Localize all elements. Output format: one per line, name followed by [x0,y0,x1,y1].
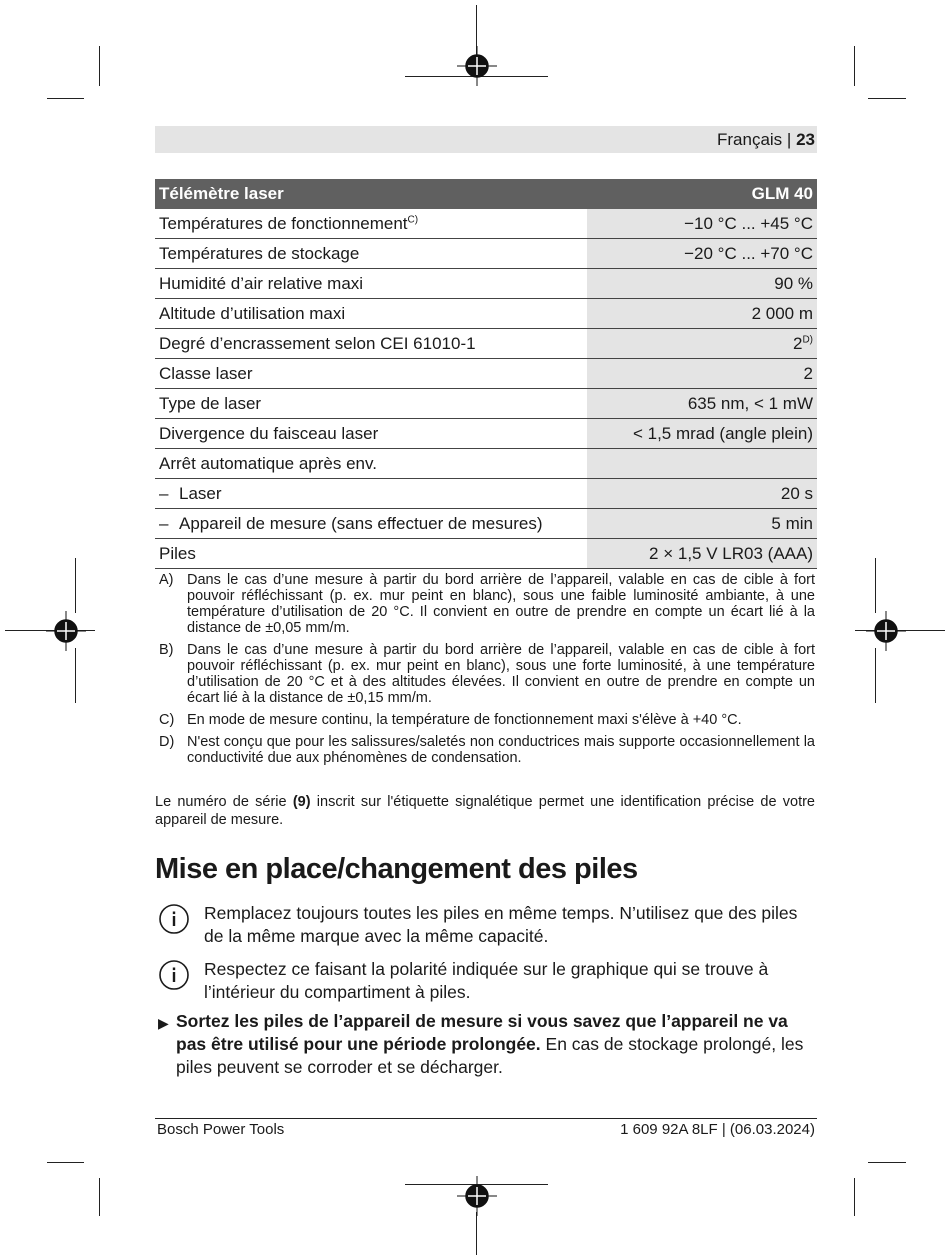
dash-marker: – [159,513,169,533]
instruction-text [176,1010,818,1079]
spec-label-text: Type de laser [159,393,262,413]
serial-text-before: Le numéro de série [155,794,293,810]
spec-value [587,449,817,479]
footnote-key: A) [159,572,174,588]
spec-label [155,539,587,569]
crop-mark [875,648,876,703]
spec-value [587,299,817,329]
spec-label-text: Appareil de mesure (sans effectuer de mesures) [179,513,543,533]
footnote-text: En mode de mesure continu, la température de fonctionnement maxi s'élève à +40 °C. [187,712,742,728]
spec-value-text: 2 000 m [751,303,813,323]
instruction-bold: Sortez les piles de l’appareil de mesure si vous savez que l’appareil ne va pas être utilisé pour une période prolongée. [176,1011,788,1054]
crop-mark [868,1162,906,1163]
crop-mark [875,558,876,613]
footnote-text: Dans le cas d’une mesure à partir du bord arrière de l’appareil, valable en cas de cible à fort pouvoir réfléchissant (p. ex. mur peint en blanc), sous une forte luminosité, à une température d’utilisation de 20 °C et à des altitudes élevées. Il convient en outre de prendre en compte un écart lié à la distance de ±0,15 mm/m. [187,642,815,706]
spec-value [587,209,817,239]
spec-value [587,359,817,389]
spec-value-text: 2 [803,363,813,383]
footer-doc-id: 1 609 92A 8LF | (06.03.2024) [620,1121,815,1138]
page-number: 23 [796,130,815,149]
info-circle-icon [158,959,190,991]
footnote [159,572,815,636]
footnotes [159,572,815,772]
footnote [159,642,815,706]
table-row [155,479,817,509]
table-row [155,509,817,539]
spec-label-text: Températures de fonctionnement [159,213,408,233]
spec-label [155,509,587,539]
spec-value [587,329,817,359]
spec-label [155,449,587,479]
spec-value [587,509,817,539]
table-row [155,269,817,299]
note-text: Respectez ce faisant la polarité indiquée sur le graphique qui se trouve à l’intérieur du compartiment à piles. [204,959,769,1002]
table-row [155,449,817,479]
spec-label-text: Degré d’encrassement selon CEI 61010-1 [159,333,476,353]
table-header-row [155,179,817,209]
table-row [155,329,817,359]
spec-value-text: 90 % [774,273,813,293]
footer-publisher: Bosch Power Tools [157,1121,285,1138]
footer-rule [155,1118,817,1119]
table-row [155,299,817,329]
instruction [158,1010,818,1079]
spec-value-text: 5 min [771,513,813,533]
spec-label-text: Classe laser [159,363,253,383]
crop-mark [75,648,76,703]
header-separator: | [786,130,792,149]
spec-value [587,239,817,269]
spec-value-text: 635 nm, < 1 mW [687,393,813,413]
spec-table [155,179,817,569]
instruction-rest: En cas de stockage prolongé, les piles peuvent se corroder et se décharger. [176,1034,804,1077]
spec-label [155,269,587,299]
spec-label [155,419,587,449]
table-row [155,209,817,239]
crop-mark [47,1162,84,1163]
note-text: Remplacez toujours toutes les piles en même temps. N’utilisez que des piles de la même marque avec la même capacité. [204,903,798,946]
spec-value [587,419,817,449]
spec-value [587,389,817,419]
footnote-ref: C) [407,213,419,225]
spec-label [155,389,587,419]
crop-mark [99,1178,100,1216]
spec-label [155,359,587,389]
spec-value-text: −10 °C ... +45 °C [684,213,813,233]
table-row [155,539,817,569]
serial-text-after: inscrit sur l'étiquette signalétique permet une identification précise de votre appareil de mesure. [155,794,815,828]
serial-paragraph [155,793,815,829]
crop-mark [47,98,84,99]
crop-mark [75,558,76,613]
crop-mark [476,1212,477,1255]
table-row [155,359,817,389]
spec-label-text: Humidité d’air relative maxi [159,273,364,293]
spec-label-text: Températures de stockage [159,243,360,263]
registration-target-icon [457,1176,497,1216]
serial-ref: (9) [292,794,311,810]
footnote-key: B) [159,642,174,658]
spec-label [155,239,587,269]
dash-marker: – [159,483,169,503]
spec-value [587,269,817,299]
table-body [155,209,817,569]
footnote-text: N'est conçu que pour les salissures/saletés non conductrices mais supporte occasionnellement la conductivité due aux phénomènes de condensation. [187,734,815,766]
crop-mark [868,98,906,99]
footnote-key: C) [159,712,175,728]
spec-value-text: −20 °C ... +70 °C [684,243,813,263]
arrow-marker-icon: ▶ [158,1015,169,1031]
spec-label [155,209,587,239]
spec-value-text: < 1,5 mrad (angle plein) [632,423,813,443]
footnote [159,734,815,766]
spec-value-text: 20 s [780,483,813,503]
header-language: Français [717,130,783,149]
spec-label-text: Altitude d’utilisation maxi [159,303,346,323]
registration-target-icon [457,46,497,86]
spec-label-text: Laser [179,483,222,503]
spec-label-text: Arrêt automatique après env. [159,453,377,473]
crop-mark [99,46,100,86]
table-row [155,419,817,449]
section-title: Mise en place/changement des piles [155,853,638,885]
registration-target-icon [46,611,86,651]
spec-label-text: Divergence du faisceau laser [159,423,379,443]
spec-label [155,299,587,329]
registration-target-icon [866,611,906,651]
footnote-text: Dans le cas d’une mesure à partir du bord arrière de l’appareil, valable en cas de cible à fort pouvoir réfléchissant (p. ex. mur peint en blanc), sous une faible luminosité ambiante, à une température d’utilisation de 20 °C. Il convient en outre de prendre en compte un écart lié à la distance de ±0,05 mm/m. [187,572,815,636]
spec-label [155,329,587,359]
spec-label [155,479,587,509]
page-header [717,130,815,150]
spec-value [587,539,817,569]
info-circle-icon [158,903,190,935]
spec-value [587,479,817,509]
spec-label-text: Piles [159,543,196,563]
table-model: GLM 40 [587,179,817,209]
footnote-key: D) [159,734,175,750]
footnote [159,712,815,728]
info-note [158,958,818,1004]
crop-mark [854,46,855,86]
table-row [155,239,817,269]
table-title: Télémètre laser [155,179,587,209]
table-row [155,389,817,419]
spec-value-text: 2 [792,333,803,353]
footnote-ref: D) [802,333,813,345]
info-note [158,902,818,948]
spec-value-text: 2 × 1,5 V LR03 (AAA) [649,543,813,563]
crop-mark [854,1178,855,1216]
